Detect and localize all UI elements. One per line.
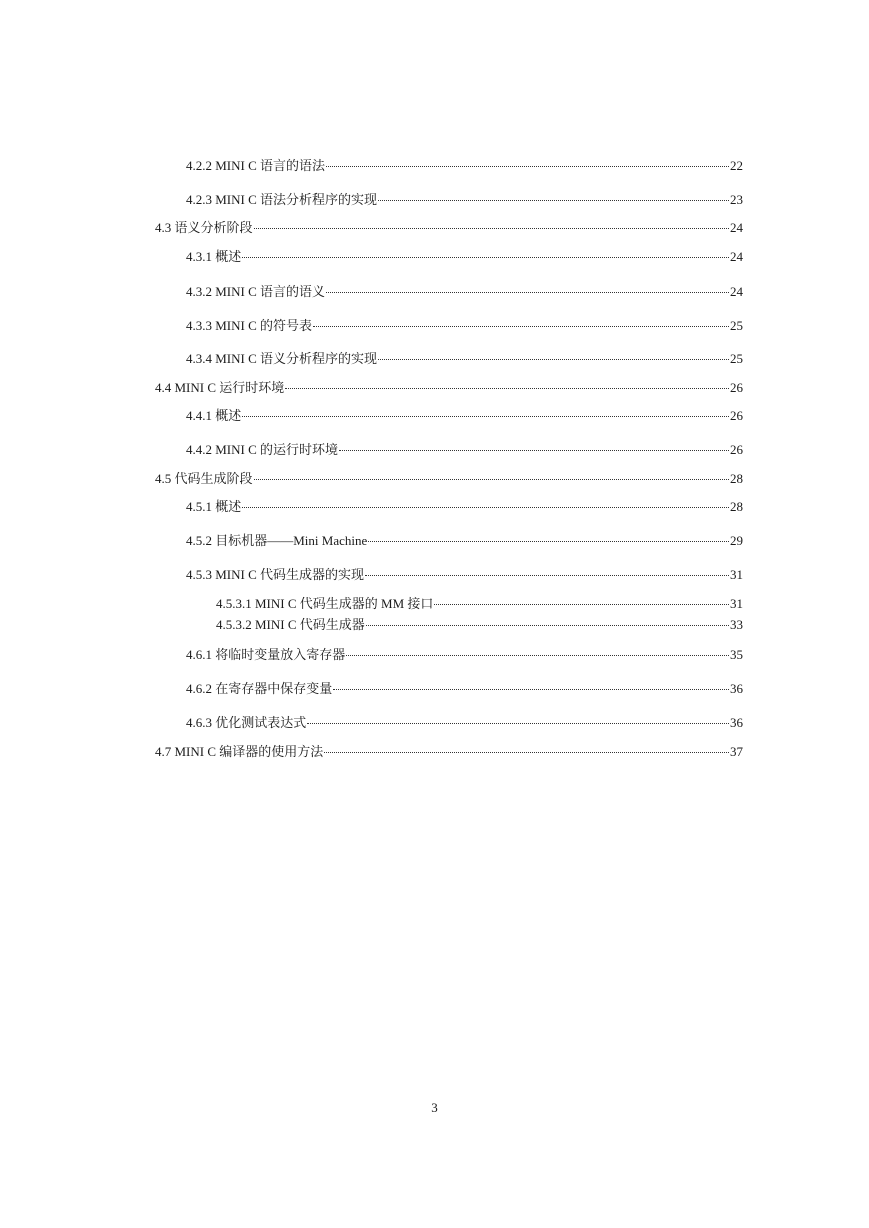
toc-entry-page: 26 [730,442,743,457]
toc-entry-title: 4.5.1 概述 [186,499,242,514]
dot-leader [368,529,729,545]
toc-entry[interactable] [186,188,743,208]
toc-entry[interactable] [186,529,743,549]
toc-entry-title: 4.4.2 MINI C 的运行时环境 [186,442,339,457]
toc-entry[interactable] [186,154,743,174]
toc-entry[interactable] [186,711,743,731]
toc-entry-title: 4.7 MINI C 编译器的使用方法 [155,744,324,759]
toc-entry[interactable] [186,643,743,663]
toc-entry-title: 4.4.1 概述 [186,408,242,423]
toc-entry-page: 25 [730,318,743,333]
toc-entry[interactable] [216,613,743,633]
toc-entry[interactable] [155,467,743,487]
dot-leader [242,404,729,420]
dot-leader [242,495,729,511]
toc-entry[interactable] [186,563,743,583]
toc-entry-page: 24 [730,284,743,299]
toc-entry-title: 4.5.2 目标机器——Mini Machine [186,533,368,548]
toc-entry-title: 4.6.2 在寄存器中保存变量 [186,681,333,696]
toc-entry[interactable] [186,677,743,697]
toc-entry-title: 4.5 代码生成阶段 [155,471,253,486]
dot-leader [326,280,729,296]
dot-leader [346,643,729,659]
toc-entry-title: 4.3.2 MINI C 语言的语义 [186,284,326,299]
dot-leader [378,347,729,363]
toc-entry-title: 4.5.3.1 MINI C 代码生成器的 MM 接口 [216,596,434,611]
toc-entry-title: 4.5.3.2 MINI C 代码生成器 [216,617,365,632]
dot-leader [339,438,729,454]
toc-entry-page: 24 [730,249,743,264]
dot-leader [285,376,729,392]
toc-entry-page: 24 [730,220,743,235]
toc-entry[interactable] [186,404,743,424]
toc-entry-page: 33 [730,617,743,632]
toc-entry[interactable] [155,740,743,760]
dot-leader [324,740,729,756]
toc-entry-page: 23 [730,192,743,207]
dot-leader [434,592,729,608]
toc-entry-title: 4.3.3 MINI C 的符号表 [186,318,313,333]
dot-leader [326,154,729,170]
dot-leader [378,188,729,204]
dot-leader [333,677,729,693]
toc-entry[interactable] [186,438,743,458]
toc-entry-title: 4.3 语义分析阶段 [155,220,253,235]
toc-entry[interactable] [186,347,743,367]
toc-entry-page: 36 [730,681,743,696]
dot-leader [365,563,729,579]
toc-entry[interactable] [186,245,743,265]
toc-entry-title: 4.5.3 MINI C 代码生成器的实现 [186,567,365,582]
toc-entry-page: 31 [730,596,743,611]
page-number: 3 [431,1100,438,1115]
dot-leader [366,613,729,629]
toc-entry-title: 4.2.2 MINI C 语言的语法 [186,158,326,173]
toc-entry-page: 28 [730,499,743,514]
toc-entry-title: 4.6.1 将临时变量放入寄存器 [186,647,346,662]
dot-leader [254,216,729,232]
dot-leader [254,467,729,483]
toc-entry-page: 25 [730,351,743,366]
toc-entry-page: 29 [730,533,743,548]
toc-entry-title: 4.4 MINI C 运行时环境 [155,380,285,395]
toc-entry-title: 4.6.3 优化测试表达式 [186,715,307,730]
toc-entry-page: 36 [730,715,743,730]
toc-entry[interactable] [186,314,743,334]
toc-entry-page: 37 [730,744,743,759]
toc-entry[interactable] [186,280,743,300]
toc-entry-title: 4.2.3 MINI C 语法分析程序的实现 [186,192,378,207]
toc-entry-page: 22 [730,158,743,173]
toc-entry[interactable] [216,592,743,612]
toc-entry-page: 26 [730,380,743,395]
toc-entry-page: 35 [730,647,743,662]
toc-entry-page: 26 [730,408,743,423]
toc-entry[interactable] [155,376,743,396]
toc-entry[interactable] [186,495,743,515]
dot-leader [242,245,729,261]
dot-leader [313,314,729,330]
toc-entry-title: 4.3.4 MINI C 语义分析程序的实现 [186,351,378,366]
toc-entry[interactable] [155,216,743,236]
dot-leader [307,711,729,727]
toc-entry-title: 4.3.1 概述 [186,249,242,264]
toc-entry-page: 28 [730,471,743,486]
toc-entry-page: 31 [730,567,743,582]
